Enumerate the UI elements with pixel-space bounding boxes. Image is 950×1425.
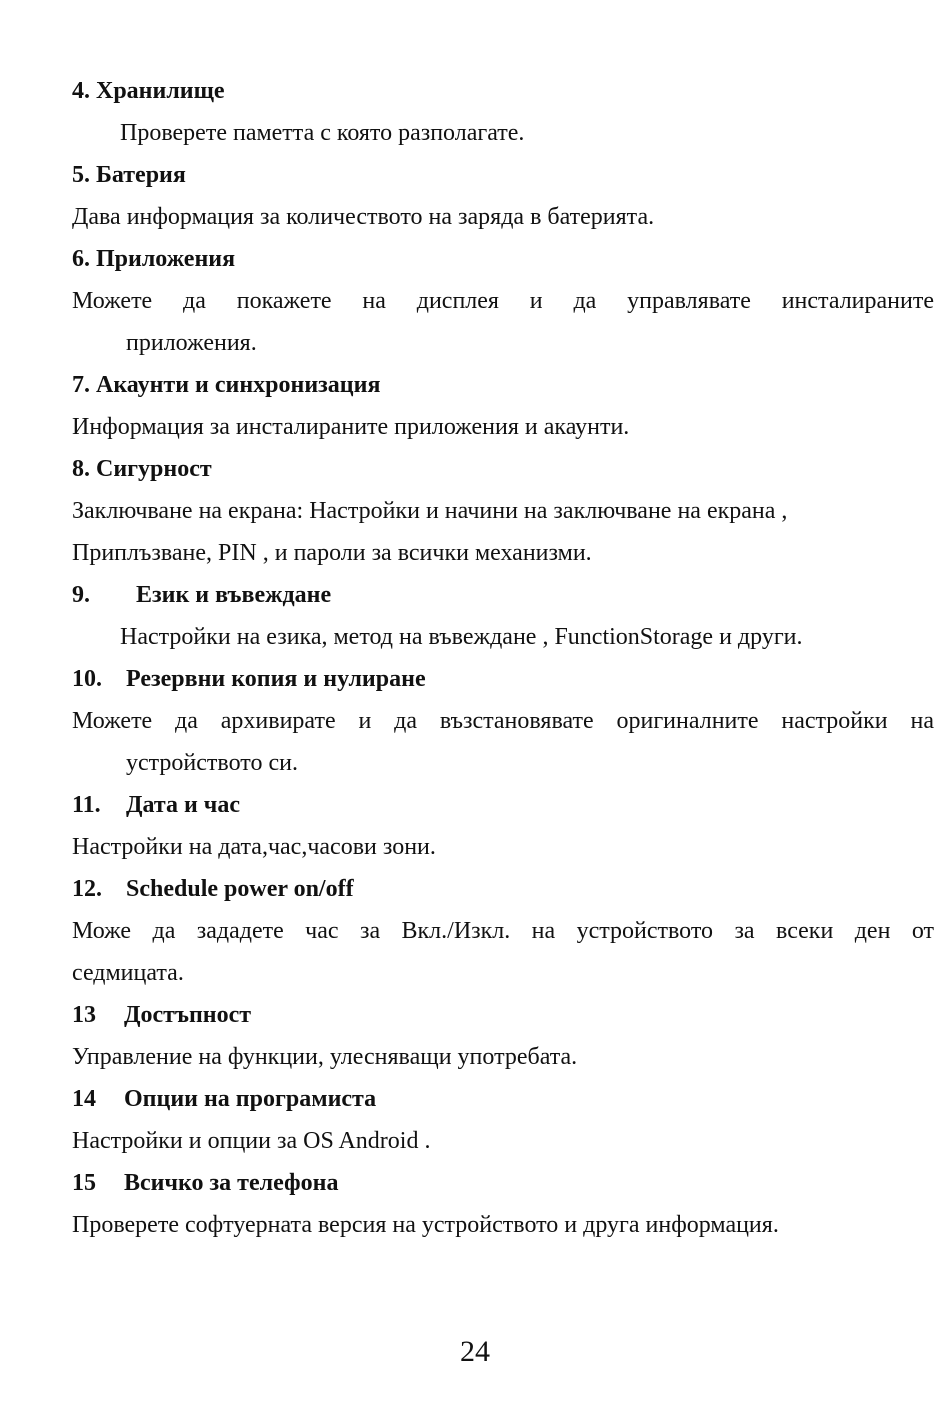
section-heading-developer [72, 1078, 934, 1120]
section-title: Сигурност [96, 456, 212, 482]
section-text-battery: Дава информация за количеството на заряда в батерията. [72, 204, 655, 230]
section-text-accounts: Информация за инсталираните приложения и акаунти. [72, 414, 630, 440]
section-heading-accounts [72, 364, 934, 406]
section-text-apps-line2: приложения. [126, 330, 257, 356]
section-title: Батерия [96, 162, 186, 188]
section-heading-about [72, 1162, 934, 1204]
section-heading-accessibility [72, 994, 934, 1036]
section-text-about: Проверете софтуерната версия на устройството и друга информация. [72, 1212, 779, 1238]
section-number: 14 [72, 1086, 96, 1112]
section-text-backup-line1: Можете да архивирате и да възстановявате оригиналните настройки на [72, 708, 934, 734]
section-title: Език и въвеждане [136, 582, 332, 608]
section-number: 7. [72, 372, 90, 398]
section-text-security-line2: Приплъзване, PIN , и пароли за всички механизми. [72, 540, 592, 566]
section-title: Хранилище [96, 78, 225, 104]
section-title: Резервни копия и нулиране [126, 666, 426, 692]
section-text-schedule-line2: седмицата. [72, 960, 184, 986]
section-text-apps-line1: Можете да покажете на дисплея и да управлявате инсталираните [72, 288, 934, 314]
section-number: 13 [72, 1002, 96, 1028]
section-text-security-line1: Заключване на екрана: Настройки и начини на заключване на екрана , [72, 498, 788, 524]
section-title: Schedule power on/off [126, 876, 354, 902]
section-number: 6. [72, 246, 90, 272]
section-text-language: Настройки на езика, метод на въвеждане , FunctionStorage и други. [120, 624, 803, 650]
section-title: Приложения [96, 246, 236, 272]
section-heading-apps [72, 238, 934, 280]
section-text-storage: Проверете паметта с която разполагате. [120, 120, 525, 146]
section-title: Опции на програмиста [124, 1086, 377, 1112]
document-page [72, 70, 934, 1246]
section-number: 8. [72, 456, 90, 482]
section-number: 11. [72, 792, 101, 818]
page-number: 24 [460, 1335, 490, 1368]
section-number: 5. [72, 162, 90, 188]
section-title: Акаунти и синхронизация [96, 372, 381, 398]
section-heading-datetime [72, 784, 934, 826]
section-heading-battery [72, 154, 934, 196]
section-number: 9. [72, 582, 90, 608]
section-title: Всичко за телефона [124, 1170, 339, 1196]
section-heading-storage [72, 70, 934, 112]
section-number: 12. [72, 876, 102, 902]
section-heading-schedule [72, 868, 934, 910]
section-text-accessibility: Управление на функции, улесняващи употребата. [72, 1044, 578, 1070]
section-text-developer: Настройки и опции за OS Android . [72, 1128, 431, 1154]
section-text-schedule-line1: Може да зададете час за Вкл./Изкл. на устройството за всеки ден от [72, 918, 934, 944]
section-number: 10. [72, 666, 102, 692]
section-number: 4. [72, 78, 90, 104]
section-title: Дата и час [126, 792, 240, 818]
section-heading-language [72, 574, 934, 616]
section-text-backup-line2: устройството си. [126, 750, 298, 776]
section-number: 15 [72, 1170, 96, 1196]
section-text-datetime: Настройки на дата,час,часови зони. [72, 834, 436, 860]
section-heading-security [72, 448, 934, 490]
section-title: Достъпност [124, 1002, 252, 1028]
section-heading-backup [72, 658, 934, 700]
